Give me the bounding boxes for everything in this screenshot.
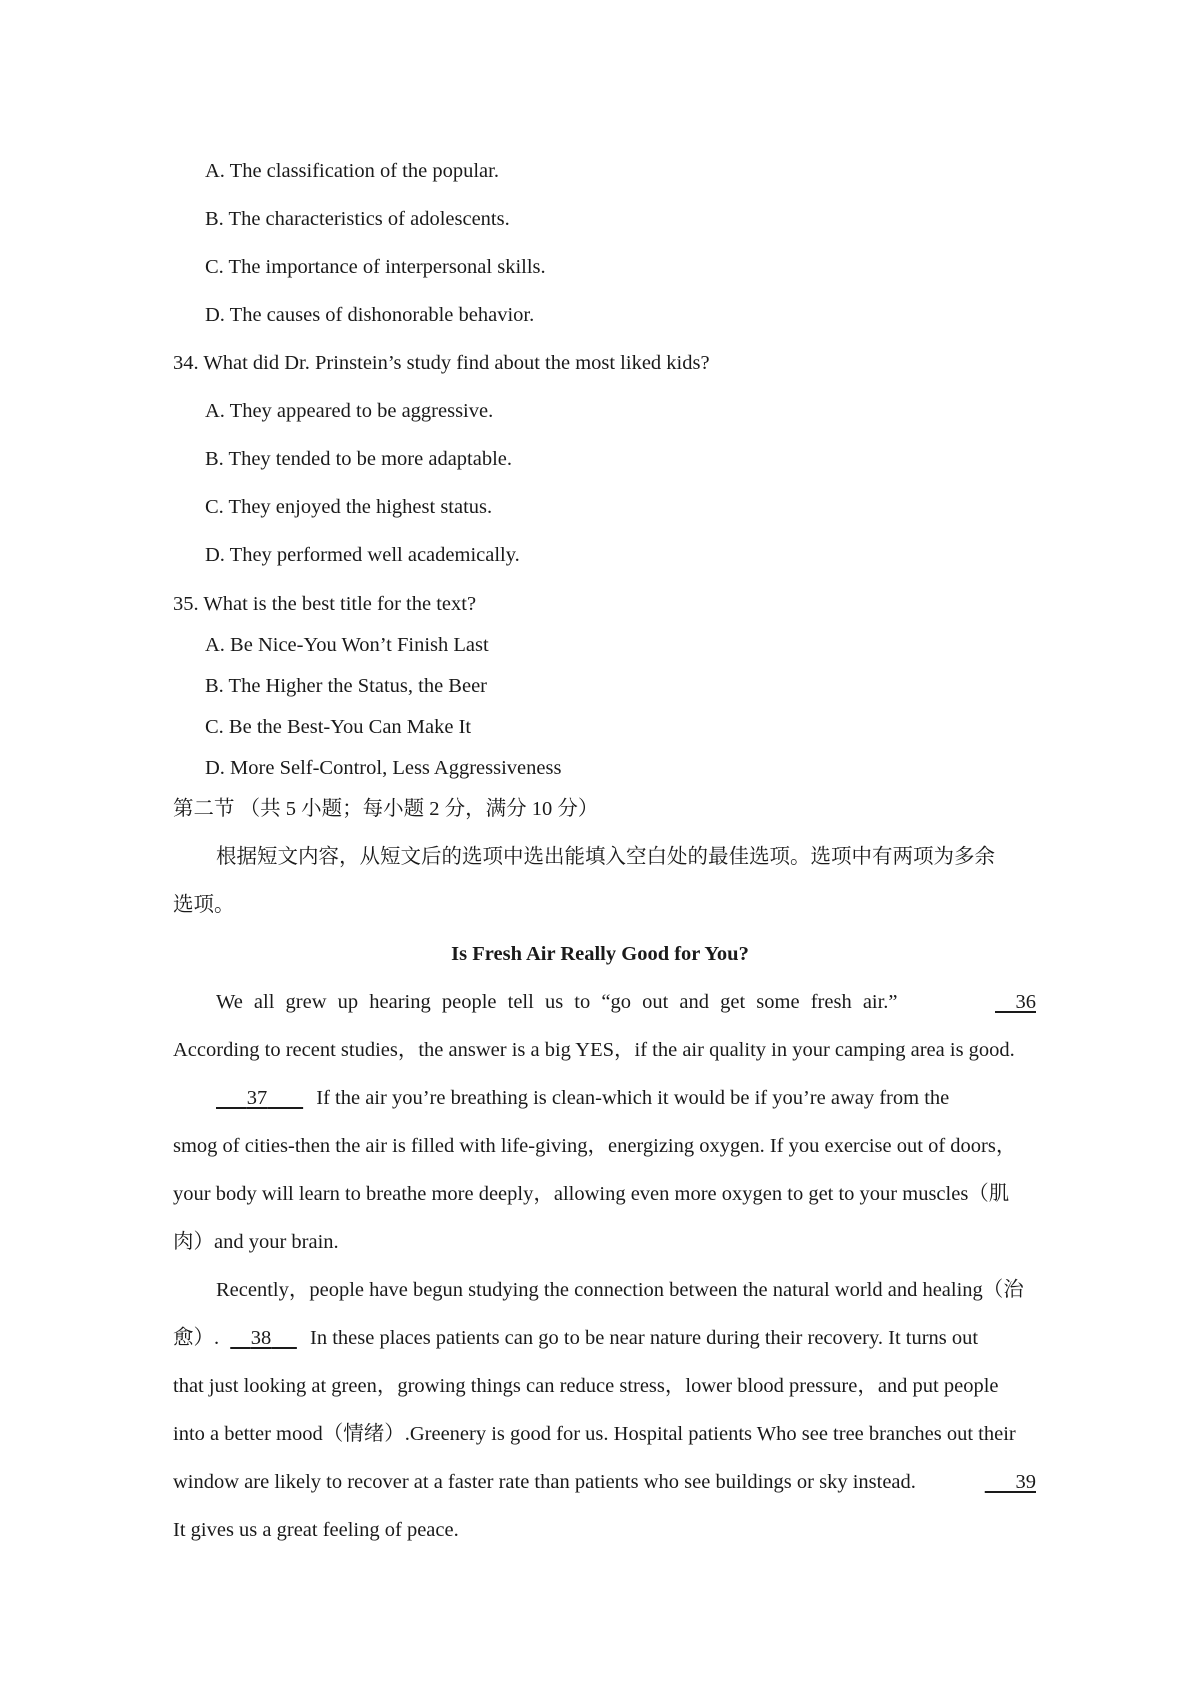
q34-option-d: D. They performed well academically. (205, 544, 520, 566)
blank-number: 37 (246, 1087, 268, 1109)
passage-line: into a better mood（情绪）.Greenery is good for us. Hospital patients Who see tree branches out their (173, 1423, 1016, 1445)
passage-text: We all grew up hearing people tell us to “go out and get some fresh air.” (216, 991, 898, 1013)
q33-option-d: D. The causes of dishonorable behavior. (205, 304, 535, 326)
section-heading: 第二节 （共 5 小题；每小题 2 分，满分 10 分） (173, 798, 599, 820)
passage-text: window are likely to recover at a faster rate than patients who see buildings or sky instead. (173, 1471, 916, 1493)
answer-blank-37[interactable] (216, 1084, 303, 1112)
blank-number: 36 (1015, 991, 1036, 1013)
passage-line: It gives us a great feeling of peace. (173, 1519, 459, 1541)
q34-question: 34. What did Dr. Prinstein’s study find about the most liked kids? (173, 352, 710, 374)
answer-blank-36[interactable] (995, 988, 1036, 1016)
passage-line: your body will learn to breathe more deeply，allowing even more oxygen to get to your muscles（肌 (173, 1183, 1010, 1205)
section-instruction-cont: 选项。 (173, 894, 235, 916)
q35-option-c: C. Be the Best-You Can Make It (205, 716, 472, 738)
q34-option-a: A. They appeared to be aggressive. (205, 400, 494, 422)
q35-option-d: D. More Self-Control, Less Aggressiveness (205, 757, 562, 779)
passage-line: 肉）and your brain. (173, 1231, 339, 1253)
passage-text: If the air you’re breathing is clean-which it would be if you’re away from the (316, 1087, 950, 1109)
passage-line (216, 1084, 949, 1112)
passage-line (216, 988, 1036, 1016)
passage-line (173, 1324, 1036, 1352)
q34-option-b: B. They tended to be more adaptable. (205, 448, 513, 470)
passage-line: smog of cities-then the air is filled with life-giving，energizing oxygen. If you exercise out of doors， (173, 1135, 1017, 1157)
passage-line (173, 1468, 1036, 1496)
passage-line: According to recent studies，the answer is a big YES，if the air quality in your camping area is good. (173, 1039, 1015, 1061)
passage-title: Is Fresh Air Really Good for You? (451, 943, 749, 965)
blank-number: 39 (1015, 1471, 1036, 1493)
q34-option-c: C. They enjoyed the highest status. (205, 496, 493, 518)
passage-text: In these places patients can go to be near nature during their recovery. It turns out (310, 1327, 979, 1349)
passage-line: Recently，people have begun studying the connection between the natural world and healing（治 (216, 1279, 1024, 1301)
answer-blank-39[interactable] (985, 1468, 1036, 1496)
q35-option-b: B. The Higher the Status, the Beer (205, 675, 488, 697)
section-instruction: 根据短文内容，从短文后的选项中选出能填入空白处的最佳选项。选项中有两项为多余 (216, 846, 995, 868)
q33-option-a: A. The classification of the popular. (205, 160, 499, 182)
q35-option-a: A. Be Nice-You Won’t Finish Last (205, 634, 489, 656)
q35-question: 35. What is the best title for the text? (173, 593, 477, 615)
answer-blank-38[interactable] (230, 1324, 297, 1352)
blank-number: 38 (250, 1327, 272, 1349)
q33-option-c: C. The importance of interpersonal skills. (205, 256, 546, 278)
q33-option-b: B. The characteristics of adolescents. (205, 208, 510, 230)
passage-text: 愈）. (173, 1327, 220, 1349)
passage-line: that just looking at green，growing things can reduce stress，lower blood pressure，and put people (173, 1375, 999, 1397)
